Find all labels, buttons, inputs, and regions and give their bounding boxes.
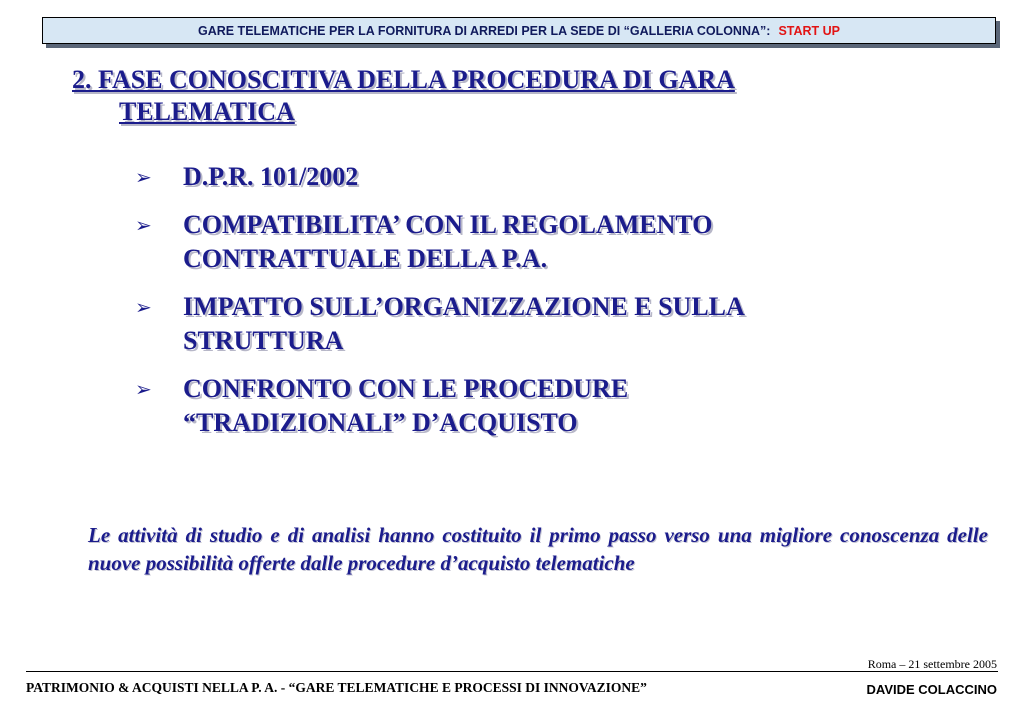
arrow-bullet-icon: ➢ — [135, 377, 152, 401]
arrow-bullet-icon: ➢ — [135, 165, 152, 189]
header-title: GARE TELEMATICHE PER LA FORNITURA DI ARREDI PER LA SEDE DI “GALLERIA COLONNA”: — [197, 23, 771, 38]
bullet-item — [135, 160, 955, 194]
footer-left-text: PATRIMONIO & ACQUISTI NELLA P. A. - “GARE TELEMATICHE E PROCESSI DI INNOVAZIONE” — [26, 680, 647, 695]
bullet-item — [135, 372, 955, 440]
footer-date: Roma – 21 settembre 2005 — [867, 657, 997, 671]
slide-header — [42, 17, 996, 44]
bullet-text: D.P.R. 101/2002 — [183, 162, 359, 191]
footer-divider — [26, 671, 998, 672]
bullet-text-continued: “TRADIZIONALI” D’ACQUISTO — [183, 408, 578, 437]
bullet-text: CONFRONTO CON LE PROCEDURE — [183, 374, 629, 403]
bullet-text: COMPATIBILITA’ CON IL REGOLAMENTO — [183, 210, 713, 239]
section-title-line2: TELEMATICA — [119, 97, 295, 126]
section-title-line1: 2. FASE CONOSCITIVA DELLA PROCEDURA DI GARA — [72, 65, 735, 94]
header-accent: START UP — [778, 23, 841, 38]
arrow-bullet-icon: ➢ — [135, 213, 152, 237]
bullet-list — [135, 160, 955, 454]
arrow-bullet-icon: ➢ — [135, 295, 152, 319]
footer-author: DAVIDE COLACCINO — [866, 682, 997, 697]
summary-note: Le attività di studio e di analisi hanno costituito il primo passo verso una migliore conoscenza delle nuove possibilità offerte dalle procedure d’acquisto telematiche — [88, 523, 988, 575]
bullet-text: IMPATTO SULL’ORGANIZZAZIONE E SULLA — [183, 292, 745, 321]
bullet-text-continued: STRUTTURA — [183, 326, 344, 355]
bullet-item — [135, 208, 955, 276]
bullet-item — [135, 290, 955, 358]
section-title — [72, 64, 942, 128]
bullet-text-continued: CONTRATTUALE DELLA P.A. — [183, 244, 548, 273]
